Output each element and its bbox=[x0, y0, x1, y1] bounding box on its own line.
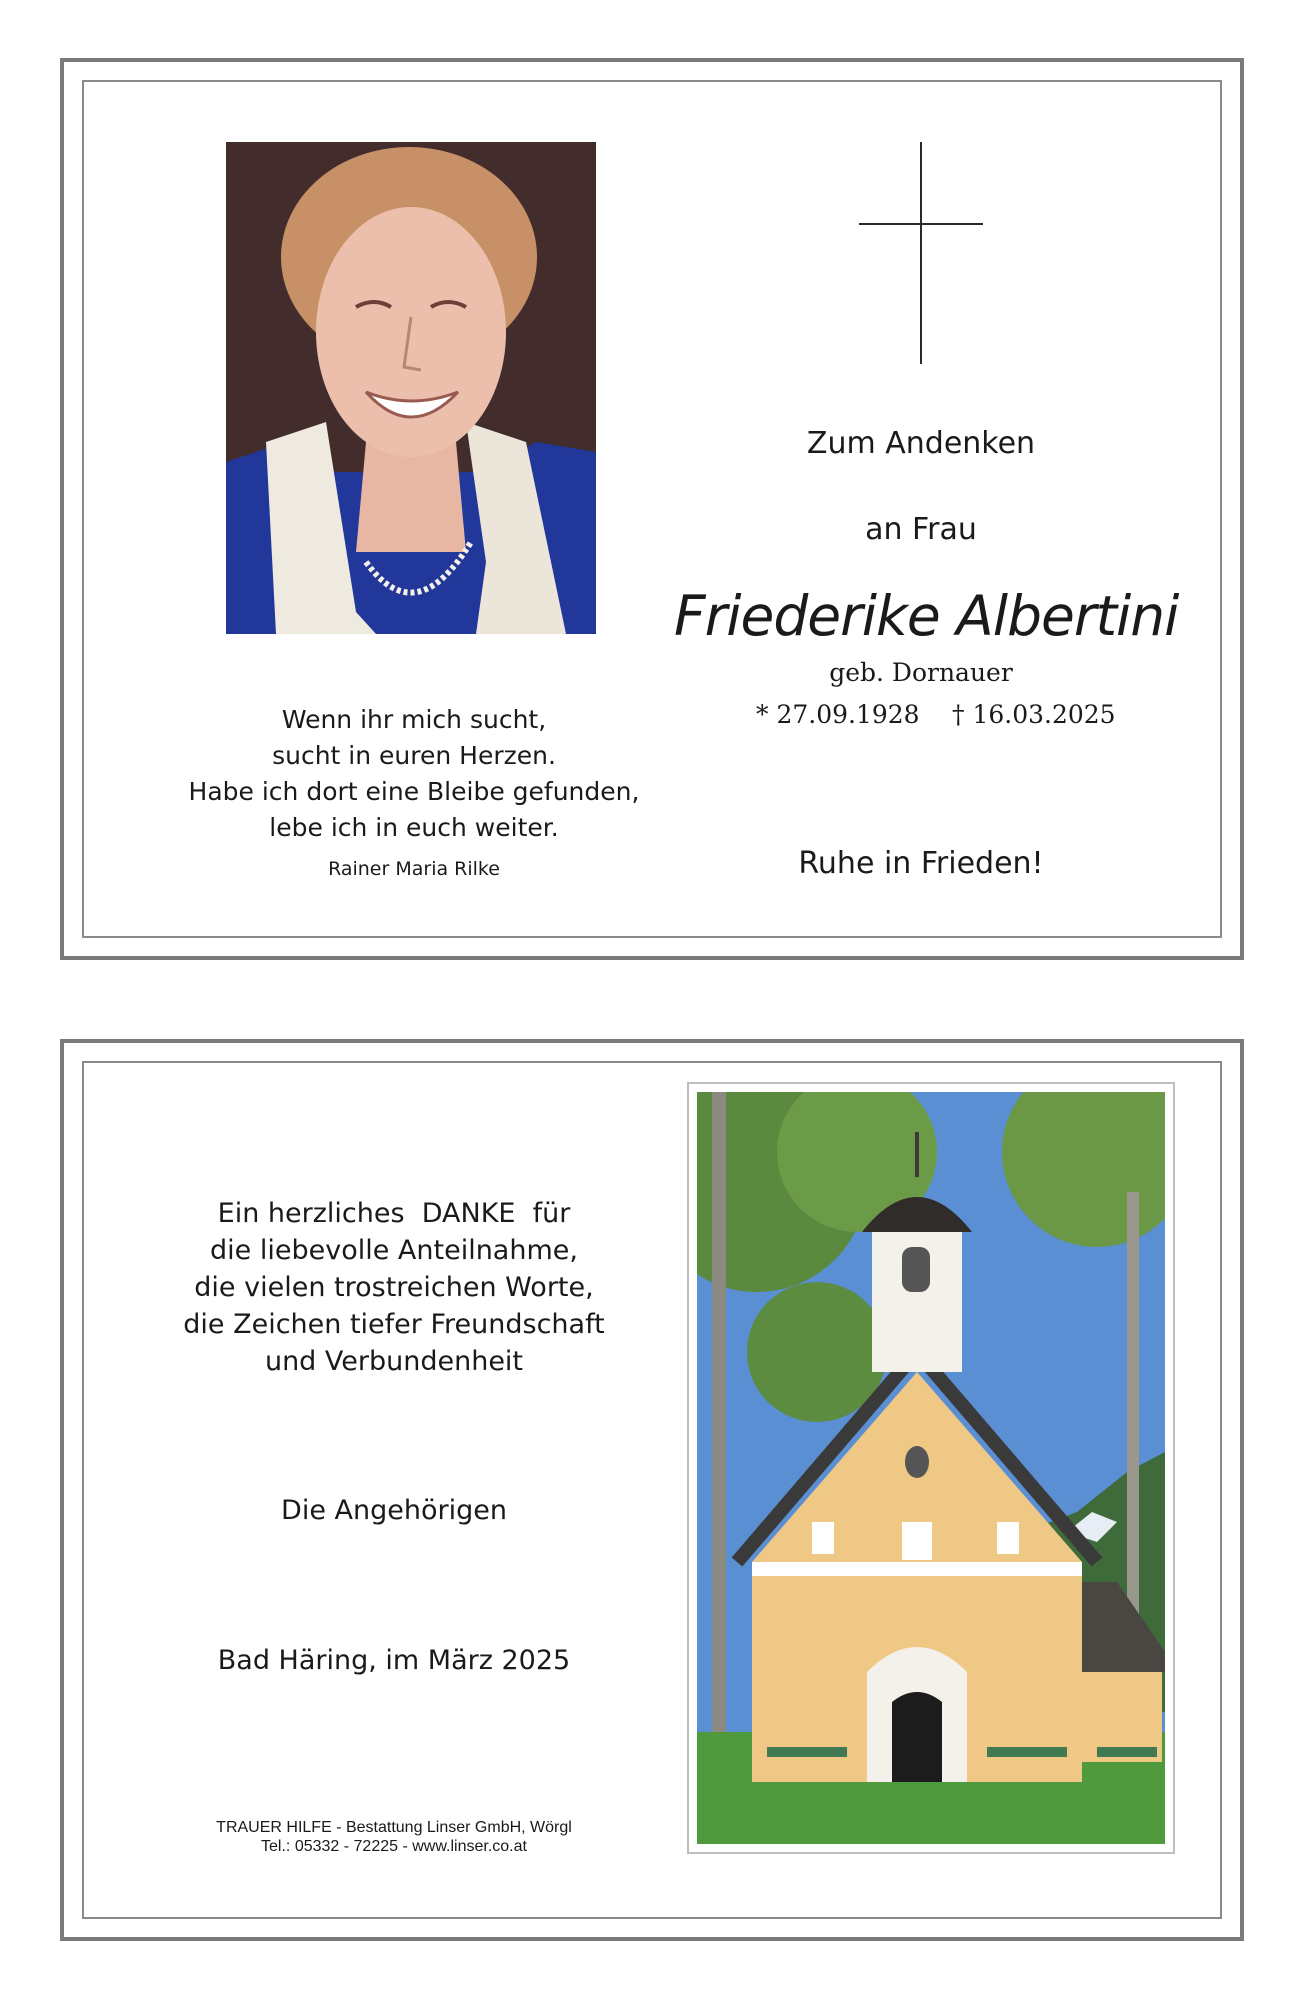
deceased-name: Friederike Albertini bbox=[674, 584, 1179, 648]
birth-date: * 27.09.1928 bbox=[756, 700, 920, 729]
thanks-line: Ein herzliches DANKE für bbox=[217, 1198, 571, 1229]
subheading: an Frau bbox=[865, 512, 977, 547]
place-date: Bad Häring, im März 2025 bbox=[217, 1645, 571, 1676]
footer-contact: Tel.: 05332 - 72225 - www.linser.co.at bbox=[261, 1838, 527, 1855]
footer-company: TRAUER HILFE - Bestattung Linser GmbH, Wörgl bbox=[216, 1819, 572, 1836]
portrait-photo bbox=[226, 142, 596, 634]
poem-line: Wenn ihr mich sucht, bbox=[281, 705, 547, 734]
thanks-line: die liebevolle Anteilnahme, bbox=[210, 1235, 578, 1266]
poem-line: sucht in euren Herzen. bbox=[272, 741, 556, 770]
heading: Zum Andenken bbox=[806, 426, 1036, 461]
chapel-photo bbox=[697, 1092, 1165, 1844]
front-card bbox=[60, 58, 1244, 960]
death-date: † 16.03.2025 bbox=[952, 700, 1116, 729]
poem-author: Rainer Maria Rilke bbox=[328, 858, 500, 880]
footer bbox=[144, 1818, 644, 1856]
signature: Die Angehörigen bbox=[281, 1495, 507, 1526]
chapel-photo-frame bbox=[687, 1082, 1175, 1854]
back-card bbox=[60, 1039, 1244, 1941]
closing-line: Ruhe in Frieden! bbox=[798, 846, 1044, 881]
poem-line: Habe ich dort eine Bleibe gefunden, bbox=[188, 777, 640, 806]
cross-icon-bar bbox=[859, 223, 983, 225]
poem bbox=[164, 702, 664, 846]
thanks-text bbox=[144, 1195, 644, 1380]
thanks-line: und Verbundenheit bbox=[264, 1346, 524, 1377]
thanks-line: die vielen trostreichen Worte, bbox=[194, 1272, 594, 1303]
thanks-line: die Zeichen tiefer Freundschaft bbox=[183, 1309, 605, 1340]
cross-icon bbox=[920, 142, 922, 364]
maiden-name: geb. Dornauer bbox=[829, 658, 1013, 687]
poem-line: lebe ich in euch weiter. bbox=[269, 813, 559, 842]
